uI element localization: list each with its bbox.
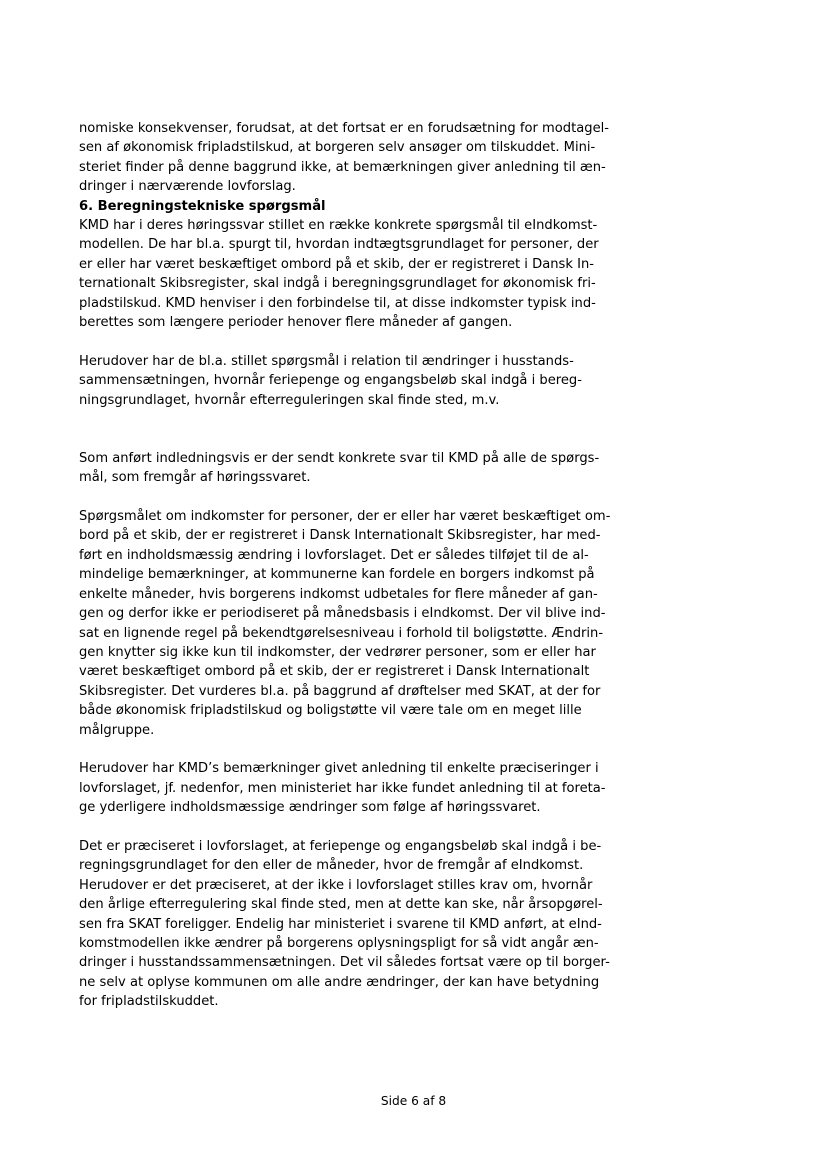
- text-line: er eller har været beskæftiget ombord på et skib, der er registreret i Dansk In-: [79, 256, 594, 272]
- text-line: Herudover er det præciseret, at der ikke i lovforslaget stilles krav om, hvornår: [79, 877, 593, 893]
- paragraph-3: [79, 449, 619, 488]
- text-line: Skibsregister. Det vurderes bl.a. på baggrund af drøftelser med SKAT, at der for: [79, 683, 601, 699]
- text-line: både økonomisk fripladstilskud og boligstøtte vil være tale om en meget lille: [79, 703, 582, 719]
- text-line: Spørgsmålet om indkomster for personer, der er eller har været beskæftiget om-: [79, 509, 611, 525]
- text-line: dringer i nærværende lovforslag.: [79, 179, 296, 195]
- paragraph-gap: [79, 410, 619, 449]
- paragraph-6: [79, 837, 619, 1012]
- paragraph-5: [79, 759, 619, 817]
- document-body: [79, 119, 619, 1012]
- text-line: regningsgrundlaget for den eller de måneder, hvor de fremgår af eIndkomst.: [79, 858, 584, 874]
- text-line: nomiske konsekvenser, forudsat, at det fortsat er en forudsætning for modtagel-: [79, 121, 609, 136]
- text-line: berettes som længere perioder henover flere måneder af gangen.: [79, 315, 513, 331]
- text-line: ført en indholdsmæssig ændring i lovforslaget. Det er således tilføjet til de al-: [79, 547, 589, 563]
- text-line: gen knytter sig ikke kun til indkomster, der vedrører personer, som er eller har: [79, 644, 596, 660]
- text-line: Som anført indledningsvis er der sendt konkrete svar til KMD på alle de spørgs-: [79, 450, 600, 466]
- text-line: bord på et skib, der er registreret i Dansk Internationalt Skibsregister, har med-: [79, 528, 601, 544]
- text-line: målgruppe.: [79, 722, 155, 738]
- paragraph-gap: [79, 332, 619, 351]
- text-line: sen af økonomisk fripladstilskud, at borgeren selv ansøger om tilskuddet. Mini-: [79, 140, 596, 156]
- text-line: komstmodellen ikke ændrer på borgerens oplysningspligt for så vidt angår æn-: [79, 935, 599, 951]
- text-line: enkelte måneder, hvis borgerens indkomst udbetales for flere måneder af gan-: [79, 586, 598, 602]
- paragraph-2: [79, 352, 619, 410]
- text-line: dringer i husstandssammensætningen. Det vil således fortsat være op til borger-: [79, 955, 610, 971]
- text-line: mål, som fremgår af høringssvaret.: [79, 470, 311, 486]
- text-line: været beskæftiget ombord på et skib, der er registreret i Dansk Internationalt: [79, 664, 590, 680]
- paragraph-gap: [79, 488, 619, 507]
- text-line: ge yderligere indholdsmæssige ændringer som følge af høringssvaret.: [79, 800, 541, 816]
- text-line: steriet finder på denne baggrund ikke, at bemærkningen giver anledning til æn-: [79, 159, 606, 175]
- text-line: Herudover har KMD’s bemærkninger givet anledning til enkelte præciseringer i: [79, 761, 599, 777]
- text-line: KMD har i deres høringssvar stillet en række konkrete spørgsmål til eIndkomst-: [79, 218, 598, 234]
- paragraph-1: [79, 216, 619, 332]
- section-heading: 6. Beregningstekniske spørgsmål: [79, 198, 326, 214]
- text-line: sammensætningen, hvornår feriepenge og engangsbeløb skal indgå i bereg-: [79, 373, 582, 389]
- text-line: ne selv at oplyse kommunen om alle andre ændringer, der kan have betydning: [79, 974, 600, 990]
- text-line: Det er præciseret i lovforslaget, at feriepenge og engangsbeløb skal indgå i be-: [79, 838, 602, 854]
- text-line: Herudover har de bl.a. stillet spørgsmål i relation til ændringer i husstands-: [79, 353, 574, 369]
- intro-paragraph: [79, 119, 619, 197]
- text-line: gen og derfor ikke er periodiseret på månedsbasis i eIndkomst. Der vil blive ind-: [79, 606, 606, 622]
- text-line: pladstilskud. KMD henviser i den forbindelse til, at disse indkomster typisk ind-: [79, 295, 596, 311]
- page-number: Side 6 af 8: [380, 1094, 447, 1108]
- paragraph-gap: [79, 818, 619, 837]
- text-line: mindelige bemærkninger, at kommunerne kan fordele en borgers indkomst på: [79, 567, 595, 583]
- text-line: modellen. De har bl.a. spurgt til, hvordan indtægtsgrundlaget for personer, der: [79, 237, 599, 253]
- text-line: for fripladstilskuddet.: [79, 994, 219, 1010]
- paragraph-4: [79, 507, 619, 740]
- text-line: ternationalt Skibsregister, skal indgå i beregningsgrundlaget for økonomisk fri-: [79, 276, 596, 292]
- paragraph-gap: [79, 740, 619, 759]
- text-line: lovforslaget, jf. nedenfor, men ministeriet har ikke fundet anledning til at foreta-: [79, 780, 606, 796]
- text-line: den årlige efterregulering skal finde sted, men at dette kan ske, når årsopgørel-: [79, 897, 603, 913]
- text-line: sat en lignende regel på bekendtgørelsesniveau i forhold til boligstøtte. Ændrin-: [79, 625, 604, 641]
- text-line: ningsgrundlaget, hvornår efterreguleringen skal finde sted, m.v.: [79, 392, 500, 408]
- text-line: sen fra SKAT foreligger. Endelig har ministeriet i svarene til KMD anført, at eInd-: [79, 916, 602, 932]
